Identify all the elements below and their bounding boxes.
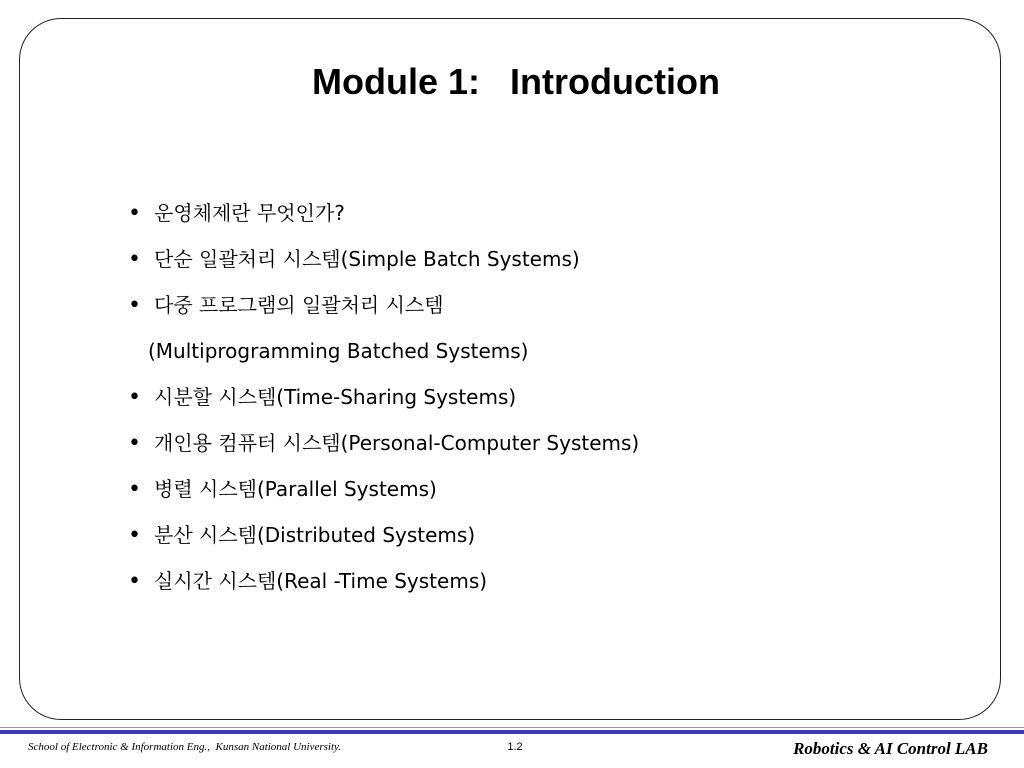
bullet-list xyxy=(128,196,639,610)
bullet-item xyxy=(128,242,639,288)
bullet-item xyxy=(128,564,639,610)
bullet-icon: • xyxy=(128,431,141,456)
bullet-item xyxy=(128,472,639,518)
bullet-text: 병렬 시스템(Parallel Systems) xyxy=(154,477,437,501)
bullet-item xyxy=(128,518,639,564)
bullet-text: 다중 프로그램의 일괄처리 시스템 xyxy=(154,293,444,317)
bullet-text: 시분할 시스템(Time-Sharing Systems) xyxy=(154,385,517,409)
bullet-item xyxy=(128,380,639,426)
bullet-icon: • xyxy=(128,201,141,226)
footer-lab: Robotics & AI Control LAB xyxy=(793,739,988,758)
footer-divider xyxy=(0,727,1024,728)
bullet-item xyxy=(128,288,639,334)
bullet-icon: • xyxy=(128,247,141,272)
bullet-icon: • xyxy=(128,569,141,594)
bullet-continuation-text: (Multiprogramming Batched Systems) xyxy=(148,339,529,363)
bullet-icon: • xyxy=(128,385,141,410)
bullet-icon: • xyxy=(128,293,141,318)
bullet-text: 단순 일괄처리 시스템(Simple Batch Systems) xyxy=(154,247,580,271)
bullet-text: 운영체제란 무엇인가? xyxy=(154,201,345,225)
slide-title: Module 1: Introduction xyxy=(312,61,720,102)
bullet-item xyxy=(128,196,639,242)
bullet-text: 분산 시스템(Distributed Systems) xyxy=(154,523,476,547)
footer-school: School of Electronic & Information Eng., Kunsan National University. xyxy=(28,741,342,753)
footer-accent-rule xyxy=(0,730,1024,734)
bullet-text: 실시간 시스템(Real -Time Systems) xyxy=(154,569,488,593)
bullet-item xyxy=(128,426,639,472)
bullet-text: 개인용 컴퓨터 시스템(Personal-Computer Systems) xyxy=(154,431,640,455)
bullet-icon: • xyxy=(128,477,141,502)
bullet-icon: • xyxy=(128,523,141,548)
bullet-continuation xyxy=(128,334,639,380)
page-number: 1.2 xyxy=(507,741,523,753)
